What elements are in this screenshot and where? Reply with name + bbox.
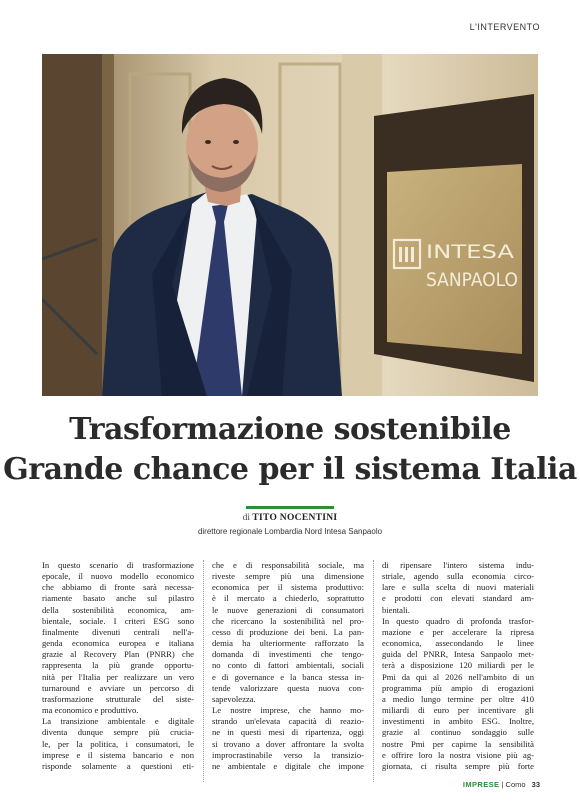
column-line: ne ambientale e digitale che impone xyxy=(212,760,364,771)
column-separator xyxy=(373,560,374,782)
column-line: Le nostre imprese, che hanno mo- xyxy=(212,705,364,716)
column-line: La transizione ambientale e digitale xyxy=(42,716,194,727)
column-line: terà a disposizione 120 miliardi per le xyxy=(382,660,534,671)
column-line: e prodotti con elevati standard am- xyxy=(382,593,534,604)
portrait-photo-illustration xyxy=(42,54,538,396)
column-line: diventa dunque sempre più crucia- xyxy=(42,727,194,738)
column-line: si trovano a dover affrontare la svolta xyxy=(212,738,364,749)
footer-separator: | xyxy=(501,780,504,789)
column-line: e di governance e la banca stessa in- xyxy=(212,671,364,682)
article-column-3 xyxy=(382,560,534,772)
column-line: turnaround e avviare un percorso di xyxy=(42,682,194,693)
column-line: genda economica europea e italiana xyxy=(42,638,194,649)
column-line: epocale, il nuovo modello economico xyxy=(42,571,194,582)
column-line: grazie al Recovery Plan (PNRR) che xyxy=(42,649,194,660)
byline-rule xyxy=(246,506,334,509)
column-line: che ricercano la sostenibilità nel pro- xyxy=(212,615,364,626)
column-line: Pmi da qui al 2026 nell'ambito di un xyxy=(382,671,534,682)
column-line: rappresenta la più grande opportu- xyxy=(42,660,194,671)
column-line: le, per la politica, i consumatori, le xyxy=(42,738,194,749)
column-separator xyxy=(203,560,204,782)
column-line: riveste sempre più una dimensione xyxy=(212,571,364,582)
byline-author: TITO NOCENTINI xyxy=(252,513,338,523)
article-photo xyxy=(42,54,538,396)
sign-text-line1: INTESA xyxy=(426,241,514,263)
column-line: demia ha ulteriormente rafforzato la xyxy=(212,638,364,649)
column-line: bientale, sociale. I criteri ESG sono xyxy=(42,615,194,626)
column-line: che abbiamo di fronte sarà necessa- xyxy=(42,582,194,593)
column-line: riamente basato anche sul pilastro xyxy=(42,593,194,604)
column-line: a medio lungo termine per oltre 410 xyxy=(382,693,534,704)
column-line: trasformazione strutturale del siste- xyxy=(42,693,194,704)
column-line: economica per il sistema produttivo: xyxy=(212,582,364,593)
column-line: grazie al continuo sondaggio sulle xyxy=(382,727,534,738)
byline-prefix: di xyxy=(242,513,250,523)
column-line: nostre Pmi per capirne la sensibilità xyxy=(382,738,534,749)
column-line: mazione e per accelerare la ripresa xyxy=(382,626,534,637)
column-line: domanda di investimenti che tengo- xyxy=(212,649,364,660)
column-line: della sostenibilità economica, am- xyxy=(42,604,194,615)
headline-line1: Trasformazione sostenibile xyxy=(69,412,511,447)
column-line: investimenti in ambito ESG. Inoltre, xyxy=(382,716,534,727)
footer-brand: IMPRESE xyxy=(462,780,500,789)
column-line: risponde solamente a questioni eti- xyxy=(42,760,194,771)
column-line: programma più ampio di erogazioni xyxy=(382,682,534,693)
column-line: bientali. xyxy=(382,604,410,615)
column-line: ne in questi mesi di ripartenza, oggi xyxy=(212,727,364,738)
column-line: no conto di fattori ambientali, sociali xyxy=(212,660,364,671)
column-line: cesso di produzione dei beni. La pan- xyxy=(212,626,364,637)
column-line: sapevolezza. xyxy=(212,693,256,704)
column-line: è il mercato a chiederlo, soprattutto xyxy=(212,593,364,604)
author-role: direttore regionale Lombardia Nord Intesa Sanpaolo xyxy=(197,527,383,536)
column-line: che e di responsabilità sociale, ma xyxy=(212,560,364,570)
column-line: In questo quadro di profonda trasfor- xyxy=(382,615,534,626)
column-line: In questo scenario di trasformazione xyxy=(42,560,194,570)
column-line: finalmente divenuti centrali nell'a- xyxy=(42,626,194,637)
section-label: L'INTERVENTO xyxy=(469,22,540,32)
footer-location: Como xyxy=(505,780,526,789)
column-line: nità per l'Italia per realizzare un vero xyxy=(42,671,194,682)
article-column-1 xyxy=(42,560,194,772)
column-line: tende valorizzare questa nuova con- xyxy=(212,682,364,693)
page-number: 33 xyxy=(531,780,540,789)
headline-line2: Grande chance per il sistema Italia xyxy=(3,452,577,487)
column-line: strando un'elevata capacità di reazio- xyxy=(212,716,364,727)
column-line: e offrire loro la nostra visione più ag- xyxy=(382,749,534,760)
column-line: miliardi di euro per incentivare gli xyxy=(382,705,534,716)
column-line: di ripensare l'intero sistema indu- xyxy=(382,560,534,570)
column-line: giornata, ci risulta sempre più forte xyxy=(382,760,534,771)
column-line: ma economico e produttivo. xyxy=(42,705,139,716)
column-line: lare e sulla scelta di nuovi materiali xyxy=(382,582,534,593)
sign-text-line2: SANPAOLO xyxy=(426,269,518,291)
column-line: economica, assecondando le linee xyxy=(382,638,534,649)
column-line: imprese e il sistema bancario e non xyxy=(42,749,194,760)
column-line: improcrastinabile verso la transizio- xyxy=(212,749,364,760)
byline xyxy=(0,513,580,523)
article-column-2 xyxy=(212,560,364,772)
page-footer xyxy=(463,780,540,789)
column-line: striale, agendo sulla economia circo- xyxy=(382,571,534,582)
column-line: guida del PNRR, Intesa Sanpaolo met- xyxy=(382,649,534,660)
column-line: le nuove generazioni di consumatori xyxy=(212,604,364,615)
